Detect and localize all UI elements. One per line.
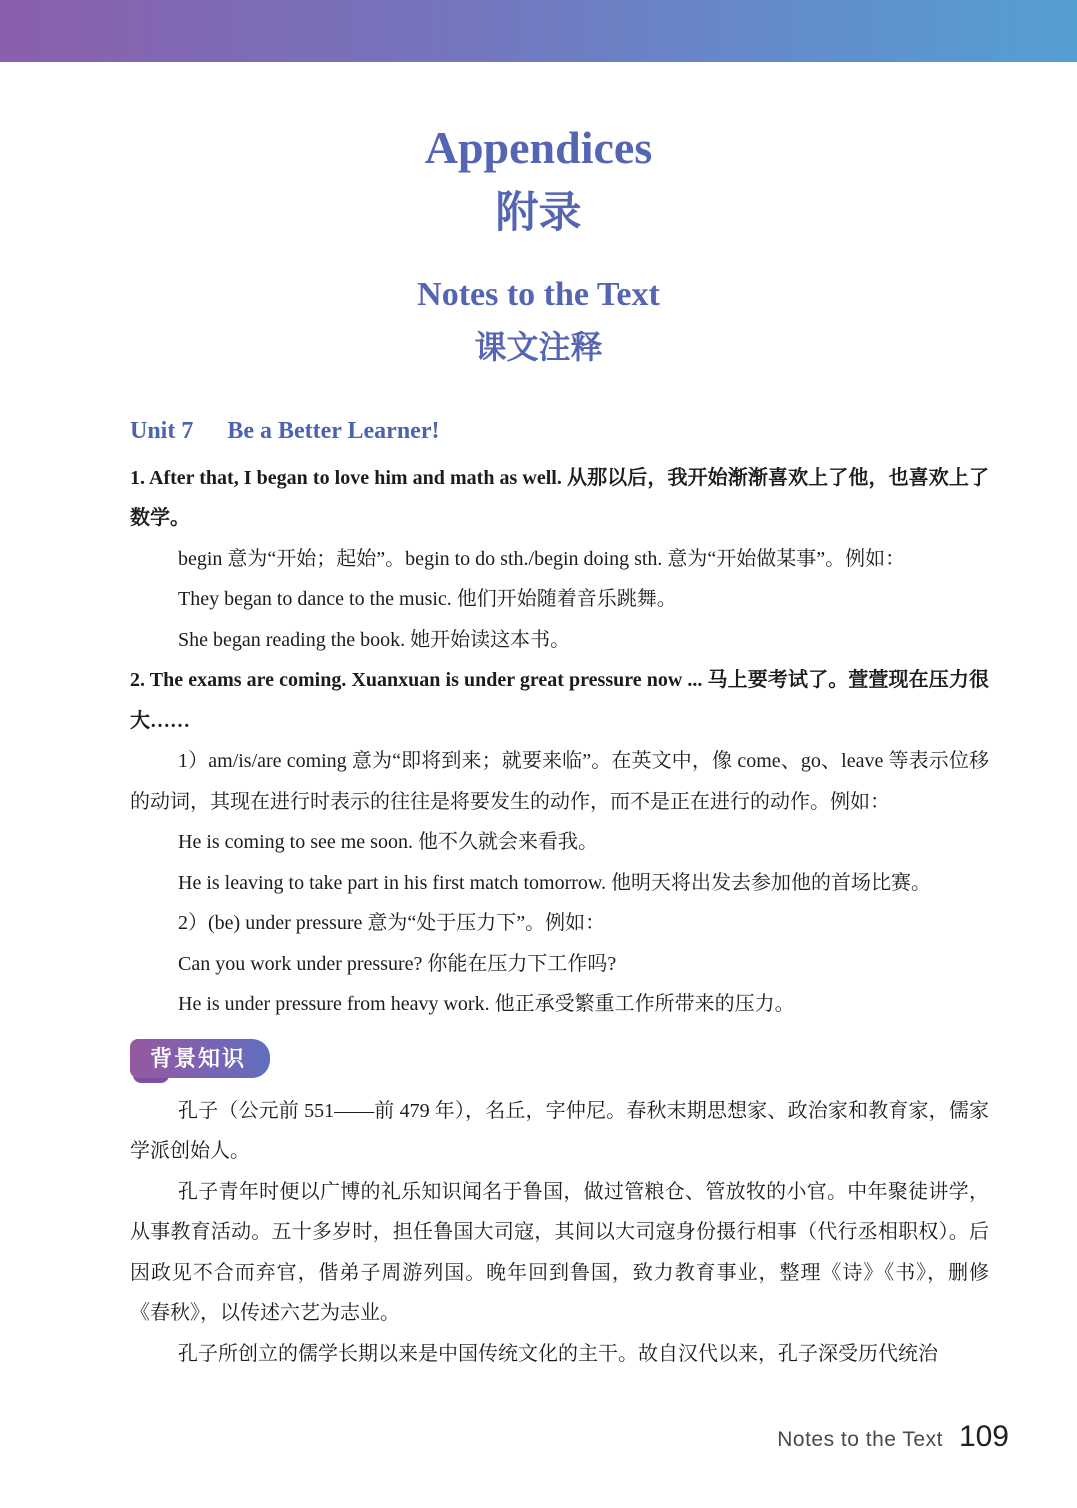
note-example: They began to dance to the music. 他们开始随着音乐跳舞。 bbox=[178, 588, 677, 611]
background-paragraph: 孔子所创立的儒学长期以来是中国传统文化的主干。故自汉代以来，孔子深受历代统治 bbox=[178, 1342, 938, 1365]
page-footer bbox=[777, 1420, 1009, 1454]
unit-title: Be a Better Learner! bbox=[227, 417, 440, 444]
note-paragraph: begin 意为“开始；起始”。begin to do sth./begin doing sth. 意为“开始做某事”。例如： bbox=[178, 547, 906, 570]
note-paragraph: 2）(be) under pressure 意为“处于压力下”。例如： bbox=[178, 912, 606, 935]
page-content bbox=[0, 417, 1077, 1374]
note-paragraph: 2. The exams are coming. Xuanxuan is under great pressure now ... 马上要考试了。萱萱现在压力很大…… bbox=[130, 669, 989, 732]
background-knowledge-badge: 背景知识 bbox=[130, 1039, 270, 1078]
note-paragraph: 1. After that, I began to love him and math as well. 从那以后，我开始渐渐喜欢上了他，也喜欢上了数学。 bbox=[130, 466, 989, 530]
section-title-zh: 课文注释 bbox=[474, 328, 603, 365]
note-example: He is leaving to take part in his first match tomorrow. 他明天将出发去参加他的首场比赛。 bbox=[178, 871, 932, 894]
header-gradient-bar bbox=[0, 0, 1077, 62]
note-example: He is under pressure from heavy work. 他正承受繁重工作所带来的压力。 bbox=[178, 993, 795, 1016]
background-paragraph: 孔子青年时便以广博的礼乐知识闻名于鲁国，做过管粮仓、管放牧的小官。中年聚徒讲学，从事教育活动。五十多岁时，担任鲁国大司寇，其间以大司寇身份摄行相事（代行丞相职权）。后因政见不合而弃官，偕弟子周游列国。晚年回到鲁国，致力教育事业，整理《诗》《书》，删修《春秋》，以传述六艺为志业。 bbox=[130, 1180, 989, 1325]
section-title-en: Notes to the Text bbox=[417, 276, 660, 314]
note-example: Can you work under pressure? 你能在压力下工作吗? bbox=[178, 952, 617, 975]
background-paragraph: 孔子（公元前 551——前 479 年），名丘，字仲尼。春秋末期思想家、政治家和教育家，儒家学派创始人。 bbox=[130, 1099, 989, 1163]
footer-page-number: 109 bbox=[958, 1420, 1009, 1453]
page-title-en: Appendices bbox=[424, 122, 653, 173]
background-knowledge-header bbox=[130, 1039, 989, 1083]
note-paragraph: 1）am/is/are coming 意为“即将到来；就要来临”。在英文中，像 come、go、leave 等表示位移的动词，其现在进行时表示的往往是将要发生的动作，而不是正在进行的动作。例如： bbox=[130, 750, 989, 813]
page-title-zh: 附录 bbox=[495, 189, 582, 237]
note-example: He is coming to see me soon. 他不久就会来看我。 bbox=[178, 831, 598, 854]
note-example: She began reading the book. 她开始读这本书。 bbox=[178, 628, 571, 651]
unit-heading bbox=[130, 417, 989, 446]
background-knowledge-section bbox=[130, 1091, 989, 1375]
footer-section-label: Notes to the Text bbox=[777, 1428, 943, 1451]
unit-number: Unit 7 bbox=[130, 417, 194, 444]
notes-section bbox=[130, 458, 989, 1025]
